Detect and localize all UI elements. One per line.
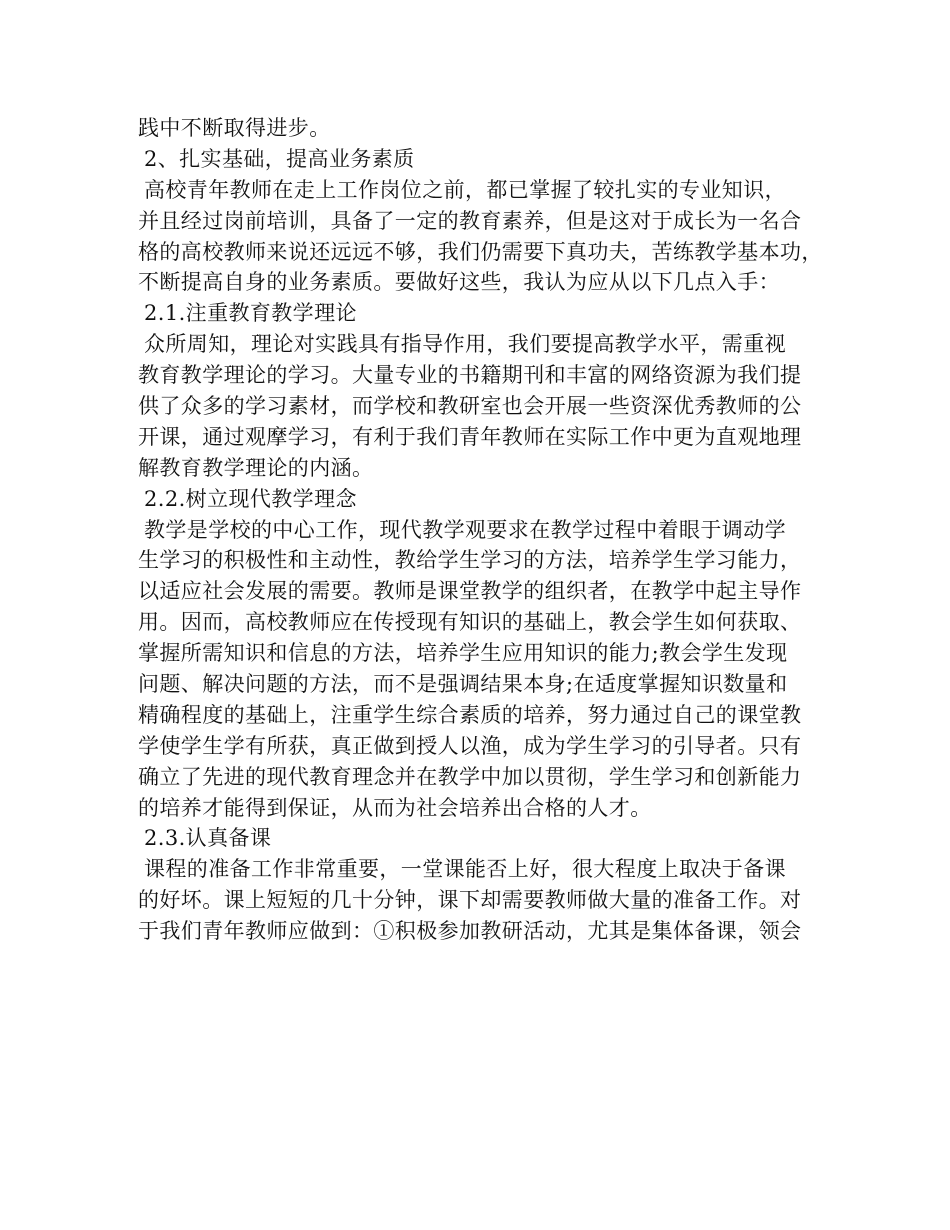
section-heading: 2、扎实基础，提高业务素质 <box>144 146 415 171</box>
text-line: 确立了先进的现代教育理念并在教学中加以贯彻，学生学习和创新能力 <box>138 764 802 789</box>
text-line: 问题、解决问题的方法，而不是强调结果本身;在适度掌握知识数量和 <box>138 672 788 697</box>
text-line: 用。因而，高校教师应在传授现有知识的基础上，教会学生如何获取、 <box>138 610 802 635</box>
text-line: 高校青年教师在走上工作岗位之前，都已掌握了较扎实的专业知识， <box>144 177 786 202</box>
text-line: 以适应社会发展的需要。教师是课堂教学的组织者，在教学中起主导作 <box>138 579 802 604</box>
section-heading: 2.2.树立现代教学理念 <box>144 486 357 511</box>
text-line: 供了众多的学习素材，而学校和教研室也会开展一些资深优秀教师的公 <box>138 394 802 419</box>
text-line: 开课，通过观摩学习，有利于我们青年教师在实际工作中更为直观地理 <box>138 424 802 449</box>
text-line: 的好坏。课上短短的几十分钟，课下却需要教师做大量的准备工作。对 <box>138 888 802 913</box>
text-line: 教学是学校的中心工作，现代教学观要求在教学过程中着眼于调动学 <box>144 517 786 542</box>
text-line: 格的高校教师来说还远远不够，我们仍需要下真功夫，苦练教学基本功， <box>138 239 823 264</box>
text-line: 于我们青年教师应做到：①积极参加教研活动，尤其是集体备课，领会 <box>138 919 802 944</box>
section-heading: 2.3.认真备课 <box>144 826 272 851</box>
text-line: 众所周知，理论对实践具有指导作用，我们要提高教学水平，需重视 <box>144 332 786 357</box>
text-line: 的培养才能得到保证，从而为社会培养出合格的人才。 <box>138 795 652 820</box>
text-line: 学使学生学有所获，真正做到授人以渔，成为学生学习的引导者。只有 <box>138 733 802 758</box>
text-line: 并且经过岗前培训，具备了一定的教育素养，但是这对于成长为一名合 <box>138 208 802 233</box>
section-heading: 2.1.注重教育教学理论 <box>144 301 357 326</box>
text-line: 不断提高自身的业务素质。要做好这些，我认为应从以下几点入手： <box>138 270 780 295</box>
text-line: 践中不断取得进步。 <box>138 116 331 140</box>
text-line: 掌握所需知识和信息的方法，培养学生应用知识的能力;教会学生发现 <box>138 641 788 666</box>
text-line: 教育教学理论的学习。大量专业的书籍期刊和丰富的网络资源为我们提 <box>138 363 802 388</box>
text-line: 课程的准备工作非常重要，一堂课能否上好，很大程度上取决于备课 <box>144 857 786 882</box>
document-body <box>138 113 828 947</box>
text-line: 解教育教学理论的内涵。 <box>138 455 374 480</box>
text-line: 精确程度的基础上，注重学生综合素质的培养，努力通过自己的课堂教 <box>138 702 802 727</box>
text-line: 生学习的积极性和主动性，教给学生学习的方法，培养学生学习能力， <box>138 548 802 573</box>
